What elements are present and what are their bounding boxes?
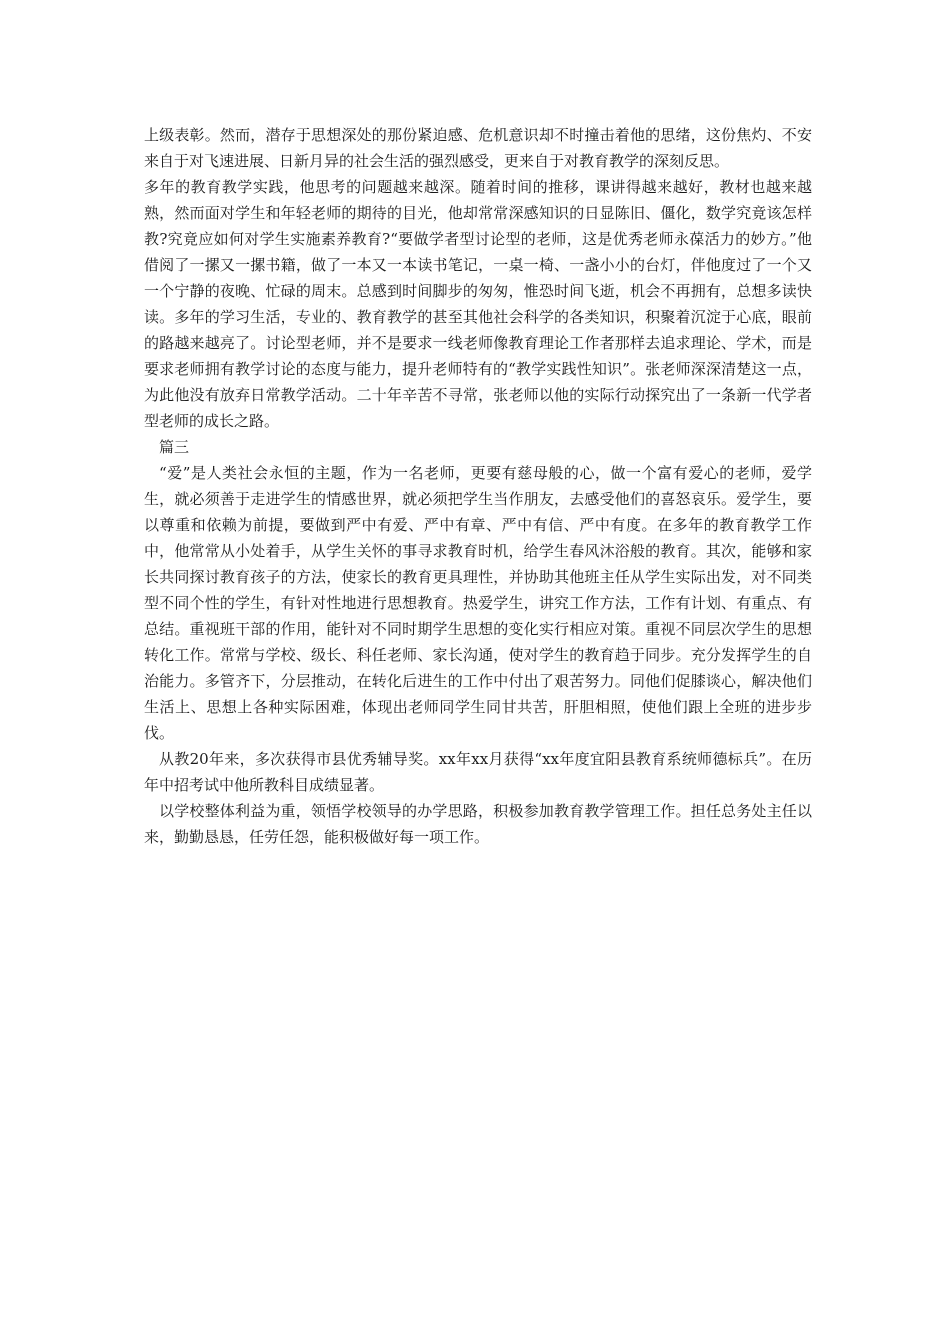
paragraph-awards: 从教20年来，多次获得市县优秀辅导奖。xx年xx月获得“xx年度宜阳县教育系统师德标兵”。在历年中招考试中他所教科目成绩显著。	[144, 750, 812, 794]
paragraph-management: 以学校整体利益为重，领悟学校领导的办学思路，积极参加教育教学管理工作。担任总务处主任以来，勤勤恳恳，任劳任怨，能积极做好每一项工作。	[144, 802, 812, 846]
paragraph-love-students: “爱”是人类社会永恒的主题，作为一名老师，更要有慈母般的心，做一个富有爱心的老师，爱学生，就必须善于走进学生的情感世界，就必须把学生当作朋友，去感受他们的喜怒哀乐。爱学生，要以尊重和依赖为前提，要做到严中有爱、严中有章、严中有信、严中有度。在多年的教育教学工作中，他常常从小处着手，从学生关怀的事寻求教育时机，给学生春风沐浴般的教育。其次，能够和家长共同探讨教育孩子的方法，使家长的教育更具理性，并协助其他班主任从学生实际出发，对不同类型不同个性的学生，有针对性地进行思想教育。热爱学生，讲究工作方法，工作有计划、有重点、有总结。重视班干部的作用，能针对不同时期学生思想的变化实行相应对策。重视不同层次学生的思想转化工作。常常与学校、级长、科任老师、家长沟通，使对学生的教育趋于同步。充分发挥学生的自治能力。多管齐下，分层推动，在转化后进生的工作中付出了艰苦努力。同他们促膝谈心，解决他们生活上、思想上各种实际困难，体现出老师同学生同甘共苦，肝胆相照，使他们跟上全班的进步步伐。	[144, 464, 812, 742]
paragraph-teaching-practice: 多年的教育教学实践，他思考的问题越来越深。随着时间的推移，课讲得越来越好，教材也越来越熟，然而面对学生和年轻老师的期待的目光，他却常常深感知识的日显陈旧、僵化，数学究竟该怎样教?究竟应如何对学生实施素养教育?“要做学者型讨论型的老师，这是优秀老师永葆活力的妙方。”他借阅了一摞又一摞书籍，做了一本又一本读书笔记，一桌一椅、一盏小小的台灯，伴他度过了一个又一个宁静的夜晚、忙碌的周末。总感到时间脚步的匆匆，惟恐时间飞逝，机会不再拥有，总想多读快读。多年的学习生活，专业的、教育教学的甚至其他社会科学的各类知识，积聚着沉淀于心底，眼前的路越来越亮了。讨论型老师，并不是要求一线老师像教育理论工作者那样去追求理论、学术，而是要求老师拥有教学讨论的态度与能力，提升老师特有的“教学实践性知识”。张老师深深清楚这一点，为此他没有放弃日常教学活动。二十年辛苦不寻常，张老师以他的实际行动探究出了一条新一代学者型老师的成长之路。	[144, 178, 812, 430]
paragraph-commendation: 上级表彰。然而，潜存于思想深处的那份紧迫感、危机意识却不时撞击着他的思绪，这份焦灼、不安来自于对飞速进展、日新月异的社会生活的强烈感受，更来自于对教育教学的深刻反思。	[144, 126, 812, 170]
section-heading: 篇三	[159, 438, 190, 456]
document-page	[144, 122, 812, 850]
